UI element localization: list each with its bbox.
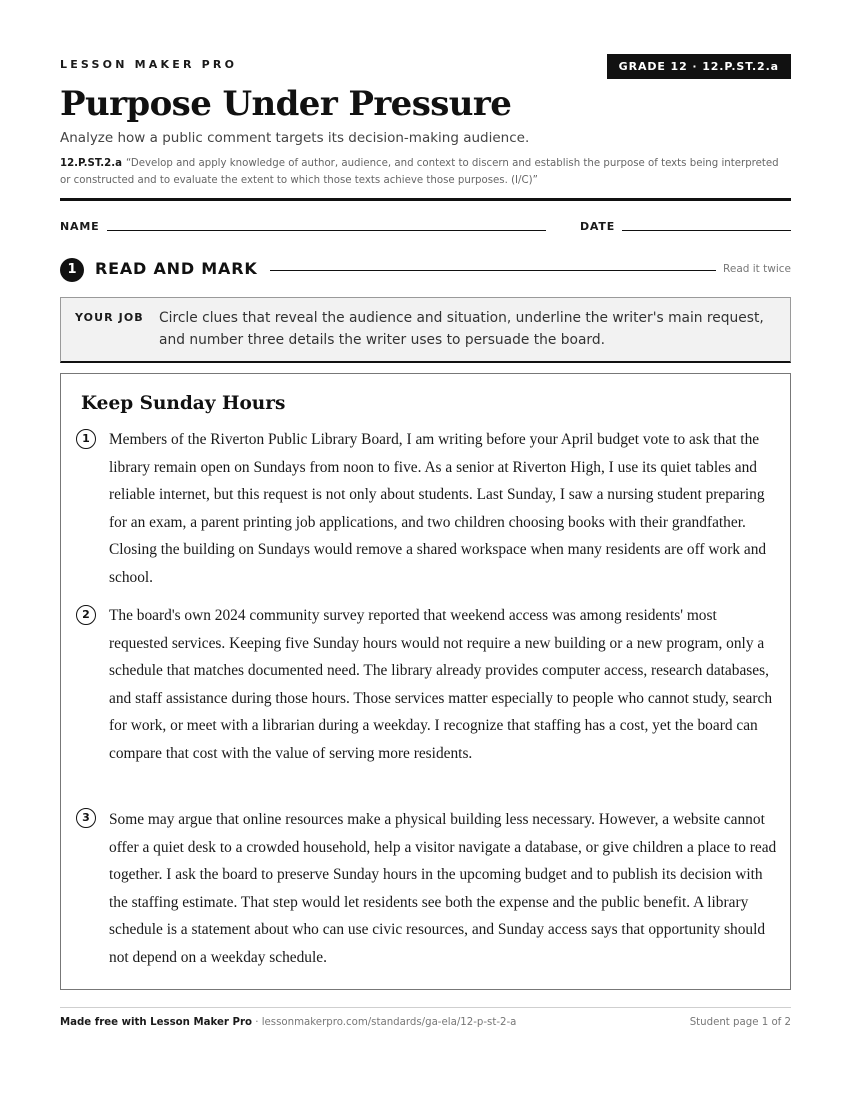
date-field[interactable]: [622, 230, 791, 231]
header-divider: [60, 198, 791, 201]
name-label: NAME: [60, 220, 100, 233]
paragraph-1: Members of the Riverton Public Library Board, I am writing before your April budget vote to ask that the library remain open on Sundays from noon to five. As a senior at Riverton High, I use its quiet tables and reliable internet, but this request is not only about students. Last Sunday, I saw a nursing student preparing for an exam, a parent printing job applications, and two children choosing books with their grandfather. Closing the building on Sundays would remove a shared workspace when many residents are off work and school.: [109, 431, 767, 586]
instructions-box: [60, 297, 791, 363]
standard-text: “Develop and apply knowledge of author, audience, and context to discern and establish the purpose of texts being interpreted or constructed and to evaluate the extent to which those texts achieve those purposes. (I/C)”: [60, 158, 779, 186]
footer-page-label: Student page 1 of 2: [689, 1017, 791, 1028]
section-title: READ AND MARK: [95, 259, 258, 278]
section-note: Read it twice: [723, 263, 791, 275]
grade-standard-badge: GRADE 12 · 12.P.ST.2.a: [607, 54, 791, 79]
reading-passage: [60, 373, 791, 990]
worksheet-page: [60, 0, 791, 1100]
page-title: Purpose Under Pressure: [60, 84, 512, 124]
date-label: DATE: [580, 220, 616, 233]
page-subtitle: Analyze how a public comment targets its decision-making audience.: [60, 130, 530, 146]
instructions-text: Circle clues that reveal the audience and situation, underline the writer's main request, and number three details the writer uses to persuade the board.: [159, 310, 764, 348]
instructions-label: YOUR JOB: [75, 311, 144, 324]
footer-divider: [60, 1007, 791, 1008]
passage-title: Keep Sunday Hours: [81, 393, 286, 414]
footer-credit: [60, 1017, 516, 1028]
standard-description: [60, 155, 791, 189]
footer-url[interactable]: · lessonmakerpro.com/standards/ga-ela/12-p-st-2-a: [255, 1017, 517, 1028]
paragraph-2: The board's own 2024 community survey reported that weekend access was among residents' most requested services. Keeping five Sunday hours would not require a new building or a new program, only a schedule that matches documented need. The library already provides computer access, research databases, and staff assistance during those hours. Those services matter especially to people who cannot study, search for work, or meet with a librarian during a weekday. I recognize that staffing has a cost, yet the board can compare that cost with the value of serving more residents.: [109, 607, 773, 762]
paragraph-number-3: 3: [76, 808, 96, 828]
footer-made-with: Made free with Lesson Maker Pro: [60, 1017, 252, 1028]
paragraph-3: Some may argue that online resources make a physical building less necessary. However, a website cannot offer a quiet desk to a crowded household, help a visitor navigate a database, or give children a place to read together. I ask the board to preserve Sunday hours in the upcoming budget and to publish its decision with the staffing estimate. That step would let residents see both the expense and the public benefit. A library schedule is a statement about who can use civic resources, and Sunday access says that opportunity should not depend on a weekday schedule.: [109, 811, 777, 966]
section-divider: [270, 270, 716, 271]
name-field[interactable]: [107, 230, 546, 231]
section-number-badge: 1: [60, 258, 84, 282]
standard-code: 12.P.ST.2.a: [60, 158, 122, 169]
brand-name: LESSON MAKER PRO: [60, 58, 238, 71]
paragraph-number-1: 1: [76, 429, 96, 449]
paragraph-number-2: 2: [76, 605, 96, 625]
